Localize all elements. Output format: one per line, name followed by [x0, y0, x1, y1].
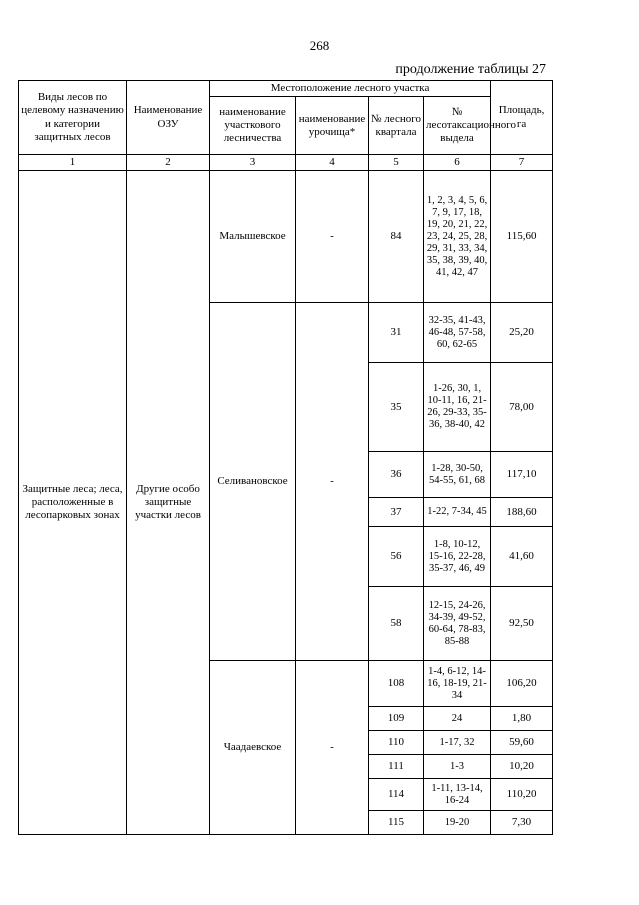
quarter-cell: 36	[369, 452, 424, 498]
quarter-cell: 37	[369, 498, 424, 527]
area-cell: 59,60	[491, 731, 553, 755]
area-cell: 7,30	[491, 811, 553, 835]
plot-cell: 1-26, 30, 1, 10-11, 16, 21-26, 29-33, 35-36, 38-40, 42	[424, 363, 491, 452]
header-location: Местоположение лесного участка	[210, 81, 491, 97]
plot-cell: 1-11, 13-14, 16-24	[424, 779, 491, 811]
column-number: 2	[127, 155, 210, 171]
page-number: 268	[309, 38, 330, 53]
plot-cell: 1-4, 6-12, 14-16, 18-19, 21-34	[424, 661, 491, 707]
quarter-cell: 114	[369, 779, 424, 811]
area-cell: 92,50	[491, 587, 553, 661]
area-cell: 41,60	[491, 527, 553, 587]
district-cell: Селивановское	[210, 303, 296, 661]
column-number: 1	[19, 155, 127, 171]
tract-cell: -	[296, 171, 369, 303]
district-cell: Малышевское	[210, 171, 296, 303]
tract-cell: -	[296, 303, 369, 661]
quarter-cell: 110	[369, 731, 424, 755]
plot-cell: 1-17, 32	[424, 731, 491, 755]
quarter-cell: 111	[369, 755, 424, 779]
plot-cell: 19-20	[424, 811, 491, 835]
quarter-cell: 108	[369, 661, 424, 707]
area-cell: 115,60	[491, 171, 553, 303]
area-cell: 188,60	[491, 498, 553, 527]
header-tract: наименование урочища*	[296, 97, 369, 155]
area-cell: 110,20	[491, 779, 553, 811]
area-cell: 106,20	[491, 661, 553, 707]
plot-cell: 1-3	[424, 755, 491, 779]
area-cell: 78,00	[491, 363, 553, 452]
quarter-cell: 109	[369, 707, 424, 731]
header-ozu: Наименование ОЗУ	[127, 81, 210, 155]
area-cell: 117,10	[491, 452, 553, 498]
quarter-cell: 35	[369, 363, 424, 452]
header-quarter: № лесного квартала	[369, 97, 424, 155]
table-body	[19, 171, 553, 835]
column-number: 5	[369, 155, 424, 171]
quarter-cell: 115	[369, 811, 424, 835]
column-number: 4	[296, 155, 369, 171]
area-cell: 25,20	[491, 303, 553, 363]
quarter-cell: 84	[369, 171, 424, 303]
quarter-cell: 31	[369, 303, 424, 363]
plot-cell: 12-15, 24-26, 34-39, 49-52, 60-64, 78-83, 85-88	[424, 587, 491, 661]
quarter-cell: 56	[369, 527, 424, 587]
forest-type-cell: Защитные леса; леса, расположенные в лесопарковых зонах	[19, 171, 127, 835]
plot-cell: 1-22, 7-34, 45	[424, 498, 491, 527]
plot-cell: 1, 2, 3, 4, 5, 6, 7, 9, 17, 18, 19, 20, 21, 22, 23, 24, 25, 28, 29, 31, 33, 34, 35, 38, 39, 40, 41, 42, 47	[424, 171, 491, 303]
forest-table	[18, 80, 553, 835]
column-number: 6	[424, 155, 491, 171]
area-cell: 10,20	[491, 755, 553, 779]
table-row	[19, 171, 553, 303]
plot-cell: 1-8, 10-12, 15-16, 22-28, 35-37, 46, 49	[424, 527, 491, 587]
area-cell: 1,80	[491, 707, 553, 731]
ozu-cell: Другие особо защитные участки лесов	[127, 171, 210, 835]
column-number: 7	[491, 155, 553, 171]
header-area: Площадь, га	[491, 81, 553, 155]
header-district: наименование участкового лесничества	[210, 97, 296, 155]
header-forest-type: Виды лесов по целевому назначению и категории защитных лесов	[19, 81, 127, 155]
header-plot: № лесотаксационного выдела	[424, 97, 491, 155]
table-caption: продолжение таблицы 27	[395, 62, 546, 77]
district-cell: Чаадаевское	[210, 661, 296, 835]
quarter-cell: 58	[369, 587, 424, 661]
plot-cell: 1-28, 30-50, 54-55, 61, 68	[424, 452, 491, 498]
plot-cell: 32-35, 41-43, 46-48, 57-58, 60, 62-65	[424, 303, 491, 363]
table-header	[19, 81, 553, 171]
plot-cell: 24	[424, 707, 491, 731]
column-number: 3	[210, 155, 296, 171]
tract-cell: -	[296, 661, 369, 835]
